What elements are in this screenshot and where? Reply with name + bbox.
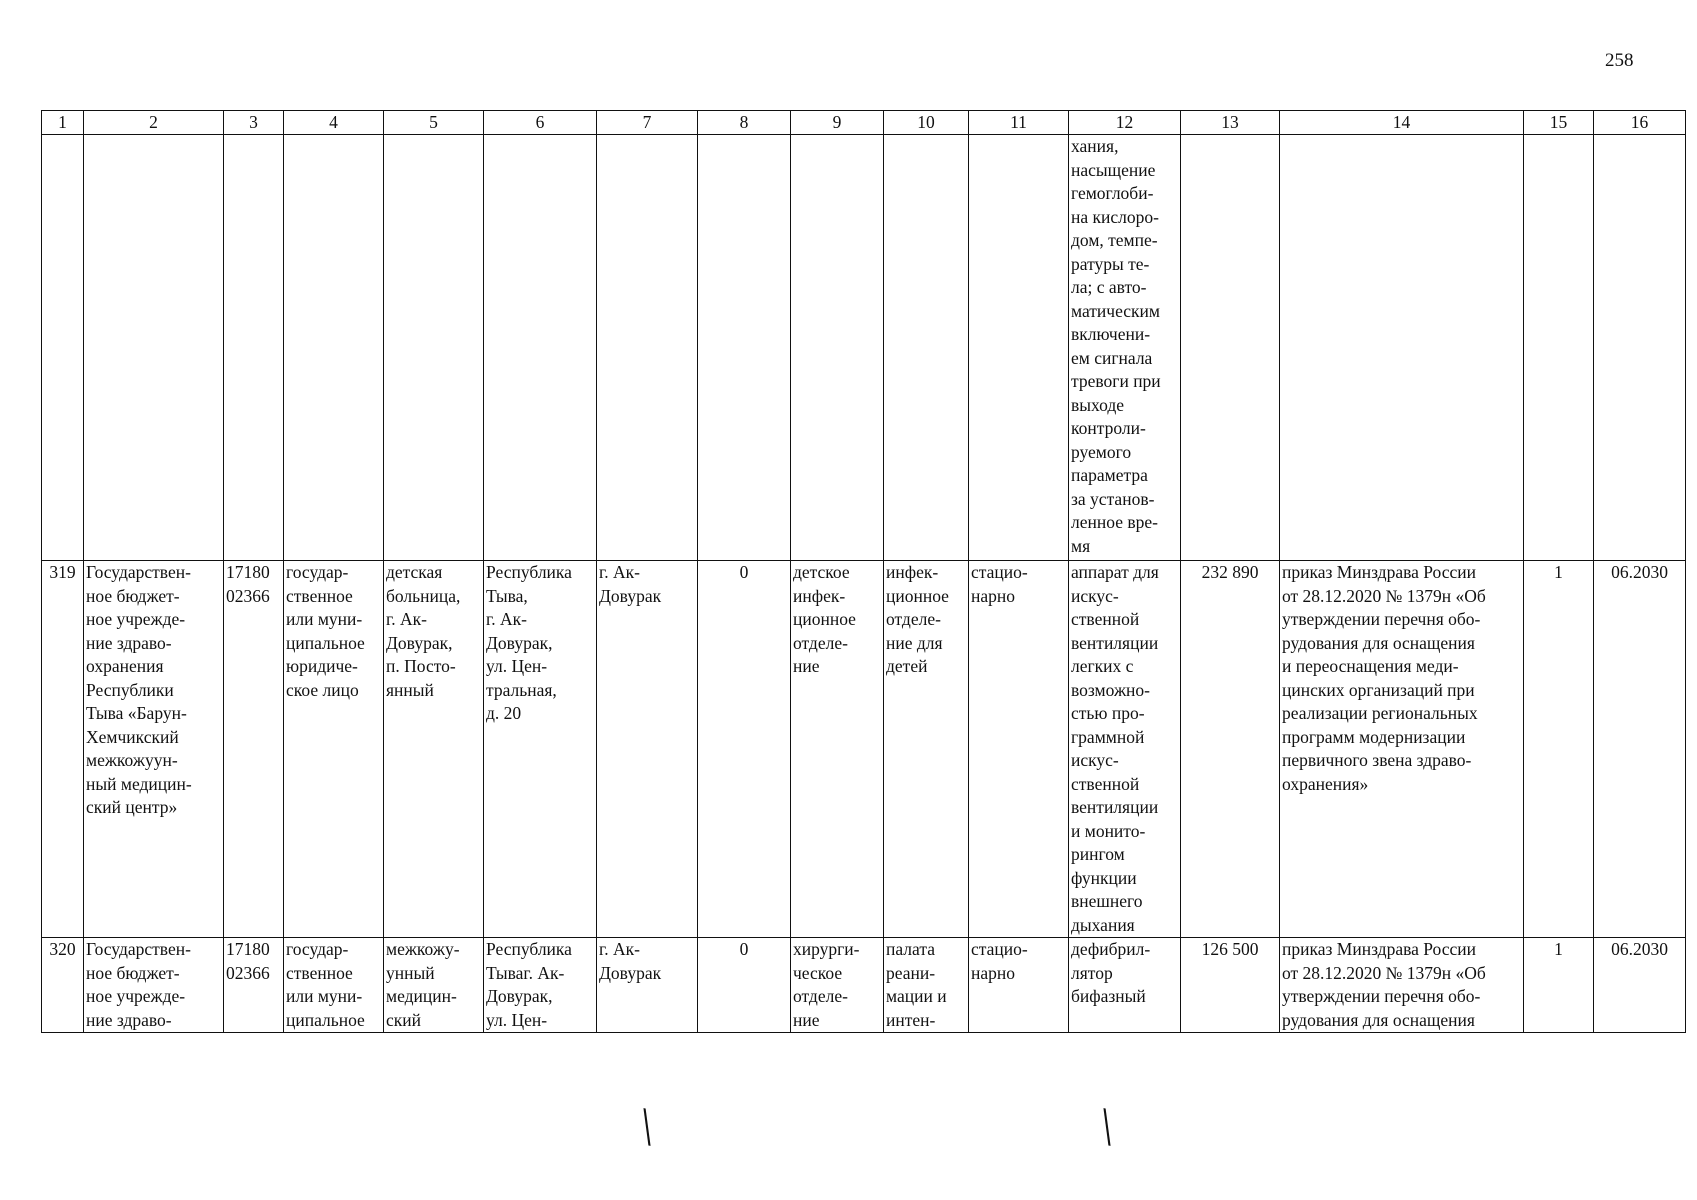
organization-name: Государствен- ное бюджет- ное учрежде- ние здраво- охранения Республики Тыва «Барун- Хемчикский межкожуун- ный медицин- ский центр» xyxy=(84,561,224,938)
organization-code: 17180 02366 xyxy=(224,561,284,938)
deadline-date: 06.2030 xyxy=(1594,938,1686,1033)
column-header: 7 xyxy=(597,111,698,135)
equipment-name: дефибрил- лятор бифазный xyxy=(1069,938,1181,1033)
subdivision: палата реани- мации и интен- xyxy=(884,938,969,1033)
table-row xyxy=(42,561,1686,938)
row-number: 319 xyxy=(42,561,84,938)
column-header: 14 xyxy=(1280,111,1524,135)
facility: межкожу- унный медицин- ский xyxy=(384,938,484,1033)
row-number: 320 xyxy=(42,938,84,1033)
care-mode: стацио- нарно xyxy=(969,938,1069,1033)
empty-cell xyxy=(791,135,884,561)
department: хирурги- ческое отделе- ние xyxy=(791,938,884,1033)
empty-cell xyxy=(484,135,597,561)
column-header: 16 xyxy=(1594,111,1686,135)
quantity: 1 xyxy=(1524,938,1594,1033)
column-header: 15 xyxy=(1524,111,1594,135)
care-mode: стацио- нарно xyxy=(969,561,1069,938)
empty-cell xyxy=(1524,135,1594,561)
empty-cell xyxy=(597,135,698,561)
column-number-row xyxy=(42,111,1686,135)
table-row xyxy=(42,938,1686,1033)
empty-cell xyxy=(884,135,969,561)
empty-cell xyxy=(1181,135,1280,561)
scan-mark-right: ⧹ xyxy=(1096,1104,1118,1151)
empty-cell xyxy=(42,135,84,561)
empty-cell xyxy=(384,135,484,561)
value-col8: 0 xyxy=(698,561,791,938)
settlement: г. Ак- Довурак xyxy=(597,561,698,938)
empty-cell xyxy=(84,135,224,561)
deadline-date: 06.2030 xyxy=(1594,561,1686,938)
organization-name: Государствен- ное бюджет- ное учрежде- ние здраво- xyxy=(84,938,224,1033)
value-col8: 0 xyxy=(698,938,791,1033)
equipment-cost: 126 500 xyxy=(1181,938,1280,1033)
address: Республика Тыва, г. Ак- Довурак, ул. Цен- тральная, д. 20 xyxy=(484,561,597,938)
legal-basis: приказ Минздрава России от 28.12.2020 № 1379н «Об утверждении перечня обо- рудования для оснащения xyxy=(1280,938,1524,1033)
organization-code: 17180 02366 xyxy=(224,938,284,1033)
column-header: 9 xyxy=(791,111,884,135)
equipment-name: аппарат для искус- ственной вентиляции легких с возможно- стью про- граммной искус- ственной вентиляции и монито- рингом функции внешнего дыхания xyxy=(1069,561,1181,938)
empty-cell xyxy=(969,135,1069,561)
settlement: г. Ак- Довурак xyxy=(597,938,698,1033)
column-header: 6 xyxy=(484,111,597,135)
empty-cell xyxy=(1280,135,1524,561)
equipment-table xyxy=(41,110,1686,1033)
column-header: 11 xyxy=(969,111,1069,135)
empty-cell xyxy=(284,135,384,561)
subdivision: инфек- ционное отделе- ние для детей xyxy=(884,561,969,938)
legal-form: государ- ственное или муни- ципальное xyxy=(284,938,384,1033)
column-header: 3 xyxy=(224,111,284,135)
column-header: 1 xyxy=(42,111,84,135)
empty-cell xyxy=(224,135,284,561)
scan-mark-left: ⧹ xyxy=(636,1104,658,1151)
legal-basis: приказ Минздрава России от 28.12.2020 № 1379н «Об утверждении перечня обо- рудования для оснащения и переоснащения меди- цинских организаций при реализации региональных программ модернизации первичного звена здраво- охранения» xyxy=(1280,561,1524,938)
empty-cell xyxy=(698,135,791,561)
empty-cell xyxy=(1594,135,1686,561)
column-header: 10 xyxy=(884,111,969,135)
page-number: 258 xyxy=(1605,50,1634,71)
column-header: 12 xyxy=(1069,111,1181,135)
continuation-row xyxy=(42,135,1686,561)
column-header: 8 xyxy=(698,111,791,135)
column-header: 5 xyxy=(384,111,484,135)
column-header: 4 xyxy=(284,111,384,135)
column-header: 13 xyxy=(1181,111,1280,135)
equipment-description-continued: хания, насыщение гемоглоби- на кислоро- дом, темпе- ратуры те- ла; с авто- матическим включени- ем сигнала тревоги при выходе контроли- руемого параметра за установ- ленное вре- мя xyxy=(1069,135,1181,561)
address: Республика Тываг. Ак- Довурак, ул. Цен- xyxy=(484,938,597,1033)
legal-form: государ- ственное или муни- ципальное юридиче- ское лицо xyxy=(284,561,384,938)
equipment-cost: 232 890 xyxy=(1181,561,1280,938)
facility: детская больница, г. Ак- Довурак, п. Посто- янный xyxy=(384,561,484,938)
department: детское инфек- ционное отделе- ние xyxy=(791,561,884,938)
column-header: 2 xyxy=(84,111,224,135)
quantity: 1 xyxy=(1524,561,1594,938)
